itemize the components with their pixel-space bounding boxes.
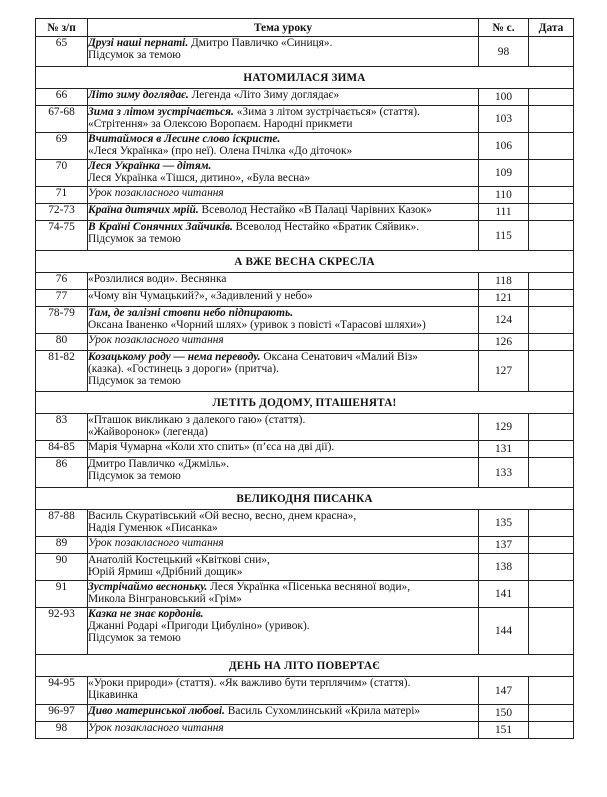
topic-line bbox=[88, 375, 478, 387]
topic-text: Підсумок за темою bbox=[88, 49, 181, 61]
topic-theme-title: Диво материнської любові. bbox=[88, 705, 225, 717]
lesson-row bbox=[36, 133, 574, 160]
lesson-row bbox=[36, 677, 574, 705]
lesson-topic bbox=[88, 187, 479, 204]
lesson-topic bbox=[88, 537, 479, 554]
date-cell bbox=[529, 290, 574, 307]
topic-text: «Жайворонок» (легенда) bbox=[88, 426, 208, 438]
lesson-row bbox=[36, 705, 574, 722]
section-heading-row bbox=[36, 251, 574, 273]
page-number: 121 bbox=[479, 290, 529, 307]
topic-text: (казка). «Гостинець з дороги» (притча). bbox=[88, 363, 279, 375]
topic-text: Підсумок за темою bbox=[88, 632, 181, 644]
lesson-row bbox=[36, 458, 574, 488]
lesson-number: 80 bbox=[36, 334, 88, 351]
topic-text: Надія Гуменюк «Писанка» bbox=[88, 522, 218, 534]
lesson-number: 94-95 bbox=[36, 677, 88, 705]
lesson-row bbox=[36, 307, 574, 334]
topic-line bbox=[88, 172, 478, 184]
topic-line bbox=[88, 632, 478, 644]
page-number: 103 bbox=[479, 106, 529, 133]
page-number: 106 bbox=[479, 133, 529, 160]
date-cell bbox=[529, 334, 574, 351]
lesson-row bbox=[36, 273, 574, 290]
topic-line bbox=[88, 608, 478, 620]
topic-theme-title: Друзі наші пернаті. bbox=[88, 37, 189, 49]
lesson-row bbox=[36, 89, 574, 106]
lesson-row bbox=[36, 290, 574, 307]
lesson-topic bbox=[88, 351, 479, 392]
page-number: 111 bbox=[479, 204, 529, 221]
topic-line bbox=[88, 620, 478, 632]
topic-text: «Уроки природи» (стаття). «Як важливо бути терплячим» (стаття). bbox=[88, 677, 411, 689]
lesson-topic bbox=[88, 133, 479, 160]
date-cell bbox=[529, 581, 574, 608]
lesson-row bbox=[36, 722, 574, 739]
page-number: 131 bbox=[479, 441, 529, 458]
topic-line bbox=[88, 510, 478, 522]
topic-line bbox=[88, 160, 478, 172]
date-cell bbox=[529, 677, 574, 705]
topic-text: Підсумок за темою bbox=[88, 375, 181, 387]
date-cell bbox=[529, 722, 574, 739]
lesson-row bbox=[36, 510, 574, 537]
topic-text: Анатолій Костецький «Квіткові сни», bbox=[88, 554, 270, 566]
topic-text: Василь Скуратівський «Ой весно, весно, днем красна», bbox=[88, 510, 357, 522]
section-heading-row bbox=[36, 488, 574, 510]
topic-text: Юрій Ярмиш «Дрібний дощик» bbox=[88, 566, 243, 578]
lesson-topic bbox=[88, 608, 479, 655]
lesson-row bbox=[36, 441, 574, 458]
topic-line bbox=[88, 89, 478, 101]
topic-line bbox=[88, 273, 478, 285]
topic-line bbox=[88, 470, 478, 482]
section-title: ВЕЛИКОДНЯ ПИСАНКА bbox=[36, 488, 574, 510]
lesson-number: 92-93 bbox=[36, 608, 88, 655]
topic-line bbox=[88, 677, 478, 689]
lesson-number: 66 bbox=[36, 89, 88, 106]
lesson-row bbox=[36, 334, 574, 351]
date-cell bbox=[529, 414, 574, 441]
date-cell bbox=[529, 351, 574, 392]
topic-extracurricular-note: Урок позакласного читання bbox=[88, 187, 224, 199]
lesson-number: 81-82 bbox=[36, 351, 88, 392]
lesson-topic bbox=[88, 414, 479, 441]
topic-line bbox=[88, 221, 478, 233]
table-header-row bbox=[36, 19, 574, 37]
page-number: 133 bbox=[479, 458, 529, 488]
lesson-topic bbox=[88, 160, 479, 187]
page-number: 126 bbox=[479, 334, 529, 351]
date-cell bbox=[529, 187, 574, 204]
topic-theme-title: Козацькому роду — нема переводу. bbox=[88, 351, 261, 363]
topic-theme-title: Казка не знає кордонів. bbox=[88, 608, 204, 620]
lesson-number: 77 bbox=[36, 290, 88, 307]
topic-line bbox=[88, 133, 478, 145]
lesson-number: 78-79 bbox=[36, 307, 88, 334]
date-cell bbox=[529, 89, 574, 106]
lesson-topic bbox=[88, 705, 479, 722]
topic-text: «Чому він Чумацький?», «Задивлений у небо» bbox=[88, 290, 313, 302]
date-cell bbox=[529, 307, 574, 334]
topic-text: Цікавинка bbox=[88, 689, 138, 701]
page-number: 144 bbox=[479, 608, 529, 655]
lesson-topic bbox=[88, 722, 479, 739]
date-cell bbox=[529, 221, 574, 251]
date-cell bbox=[529, 458, 574, 488]
topic-extracurricular-note: Урок позакласного читання bbox=[88, 722, 224, 734]
lesson-number: 89 bbox=[36, 537, 88, 554]
lesson-row bbox=[36, 581, 574, 608]
topic-line bbox=[88, 722, 478, 734]
section-title: ЛЕТІТЬ ДОДОМУ, ПТАШЕНЯТА! bbox=[36, 392, 574, 414]
page-number: 129 bbox=[479, 414, 529, 441]
topic-text: Всеволод Нестайко «Братик Сяйвик». bbox=[232, 221, 420, 233]
lesson-number: 67-68 bbox=[36, 106, 88, 133]
topic-text: Дмитро Павличко «Джміль». bbox=[88, 458, 230, 470]
topic-text: Василь Сухомлинський «Крила матері» bbox=[224, 705, 421, 717]
lesson-topic bbox=[88, 307, 479, 334]
lesson-plan-table bbox=[35, 18, 574, 739]
page-number: 138 bbox=[479, 554, 529, 581]
lesson-topic bbox=[88, 290, 479, 307]
topic-text: «Розлилися води». Веснянка bbox=[88, 273, 227, 285]
page-number: 98 bbox=[479, 37, 529, 67]
lesson-row bbox=[36, 106, 574, 133]
topic-text: Всеволод Нестайко «В Палаці Чарівних Казок» bbox=[198, 204, 432, 216]
topic-theme-title: Зустрічаймо весноньку. bbox=[88, 581, 208, 593]
lesson-number: 87-88 bbox=[36, 510, 88, 537]
topic-line bbox=[88, 233, 478, 245]
topic-line bbox=[88, 522, 478, 534]
page-number: 115 bbox=[479, 221, 529, 251]
topic-line bbox=[88, 566, 478, 578]
lesson-number: 76 bbox=[36, 273, 88, 290]
lesson-topic bbox=[88, 441, 479, 458]
date-cell bbox=[529, 273, 574, 290]
topic-line bbox=[88, 581, 478, 593]
lesson-number: 96-97 bbox=[36, 705, 88, 722]
topic-text: «Леся Українка» (про неї). Олена Пчілка «До діточок» bbox=[88, 145, 353, 157]
page-number: 135 bbox=[479, 510, 529, 537]
topic-text: Підсумок за темою bbox=[88, 470, 181, 482]
topic-line bbox=[88, 334, 478, 346]
lesson-topic bbox=[88, 221, 479, 251]
page-number: 150 bbox=[479, 705, 529, 722]
topic-line bbox=[88, 458, 478, 470]
lesson-topic bbox=[88, 204, 479, 221]
header-lesson-topic: Тема уроку bbox=[88, 19, 479, 37]
lesson-topic bbox=[88, 273, 479, 290]
lesson-topic bbox=[88, 554, 479, 581]
topic-text: «Пташок викликаю з далекого гаю» (стаття). bbox=[88, 414, 306, 426]
page-number: 109 bbox=[479, 160, 529, 187]
lesson-topic bbox=[88, 106, 479, 133]
lesson-row bbox=[36, 160, 574, 187]
date-cell bbox=[529, 554, 574, 581]
topic-line bbox=[88, 118, 478, 130]
topic-line bbox=[88, 441, 478, 453]
lesson-row bbox=[36, 204, 574, 221]
lesson-number: 71 bbox=[36, 187, 88, 204]
date-cell bbox=[529, 537, 574, 554]
page-number: 127 bbox=[479, 351, 529, 392]
topic-text: Марія Чумарна «Коли хто спить» (п’єса на дві дії). bbox=[88, 441, 335, 453]
topic-line bbox=[88, 351, 478, 363]
date-cell bbox=[529, 37, 574, 67]
lesson-number: 70 bbox=[36, 160, 88, 187]
date-cell bbox=[529, 608, 574, 655]
table-body bbox=[36, 37, 574, 739]
page-number: 151 bbox=[479, 722, 529, 739]
page-number: 100 bbox=[479, 89, 529, 106]
lesson-number: 72-73 bbox=[36, 204, 88, 221]
topic-text: Джанні Родарі «Пригоди Цибуліно» (уривок). bbox=[88, 620, 310, 632]
lesson-number: 74-75 bbox=[36, 221, 88, 251]
lesson-row bbox=[36, 351, 574, 392]
lesson-number: 69 bbox=[36, 133, 88, 160]
lesson-topic bbox=[88, 89, 479, 106]
page-number: 141 bbox=[479, 581, 529, 608]
lesson-topic bbox=[88, 510, 479, 537]
lesson-number: 91 bbox=[36, 581, 88, 608]
lesson-number: 83 bbox=[36, 414, 88, 441]
section-heading-row bbox=[36, 655, 574, 677]
topic-line bbox=[88, 37, 478, 49]
topic-line bbox=[88, 426, 478, 438]
section-heading-row bbox=[36, 67, 574, 89]
date-cell bbox=[529, 510, 574, 537]
lesson-row bbox=[36, 608, 574, 655]
lesson-row bbox=[36, 37, 574, 67]
lesson-topic bbox=[88, 458, 479, 488]
page-number: 137 bbox=[479, 537, 529, 554]
topic-line bbox=[88, 49, 478, 61]
topic-theme-title: Там, де залізні стовпи небо підпирають. bbox=[88, 307, 294, 319]
section-title: А ВЖЕ ВЕСНА СКРЕСЛА bbox=[36, 251, 574, 273]
header-lesson-number: № з/п bbox=[36, 19, 88, 37]
topic-line bbox=[88, 705, 478, 717]
topic-line bbox=[88, 106, 478, 118]
section-heading-row bbox=[36, 392, 574, 414]
lesson-row bbox=[36, 537, 574, 554]
date-cell bbox=[529, 133, 574, 160]
topic-line bbox=[88, 593, 478, 605]
topic-text: Оксана Сенатович «Малий Віз» bbox=[260, 351, 418, 363]
header-date: Дата bbox=[529, 19, 574, 37]
page-number: 110 bbox=[479, 187, 529, 204]
lesson-topic bbox=[88, 334, 479, 351]
topic-theme-title: В Країні Сонячних Зайчиків. bbox=[88, 221, 233, 233]
lesson-row bbox=[36, 414, 574, 441]
lesson-row bbox=[36, 221, 574, 251]
topic-line bbox=[88, 537, 478, 549]
topic-text: Підсумок за темою bbox=[88, 233, 181, 245]
topic-line bbox=[88, 290, 478, 302]
topic-text: Микола Вінграновський «Грім» bbox=[88, 593, 242, 605]
lesson-topic bbox=[88, 581, 479, 608]
date-cell bbox=[529, 106, 574, 133]
topic-line bbox=[88, 319, 478, 331]
header-page-number: № с. bbox=[479, 19, 529, 37]
date-cell bbox=[529, 441, 574, 458]
topic-theme-title: Вчитаймося в Лесине слово іскристе. bbox=[88, 133, 281, 145]
topic-theme-title: Літо зиму доглядає. bbox=[88, 89, 189, 101]
topic-theme-title: Леся Українка — дітям. bbox=[88, 160, 212, 172]
date-cell bbox=[529, 705, 574, 722]
topic-line bbox=[88, 204, 478, 216]
topic-text: Леся Українка «Пісенька весняної води», bbox=[207, 581, 411, 593]
date-cell bbox=[529, 160, 574, 187]
topic-theme-title: Зима з літом зустрічається. bbox=[88, 106, 234, 118]
lesson-topic bbox=[88, 677, 479, 705]
lesson-number: 98 bbox=[36, 722, 88, 739]
topic-text: «Стрітення» за Олексою Воропаєм. Народні прикмети bbox=[88, 118, 353, 130]
topic-line bbox=[88, 307, 478, 319]
page-number: 147 bbox=[479, 677, 529, 705]
topic-line bbox=[88, 689, 478, 701]
topic-line bbox=[88, 145, 478, 157]
page-number: 124 bbox=[479, 307, 529, 334]
topic-line bbox=[88, 414, 478, 426]
section-title: ДЕНЬ НА ЛІТО ПОВЕРТАЄ bbox=[36, 655, 574, 677]
date-cell bbox=[529, 204, 574, 221]
lesson-row bbox=[36, 554, 574, 581]
topic-text: Легенда «Літо Зиму доглядає» bbox=[188, 89, 340, 101]
lesson-number: 65 bbox=[36, 37, 88, 67]
topic-text: Оксана Іваненко «Чорний шлях» (уривок з повісті «Тарасові шляхи») bbox=[88, 319, 426, 331]
topic-line bbox=[88, 187, 478, 199]
page-number: 118 bbox=[479, 273, 529, 290]
topic-theme-title: Країна дитячих мрій. bbox=[88, 204, 199, 216]
topic-text: Дмитро Павличко «Синиця». bbox=[188, 37, 333, 49]
lesson-number: 84-85 bbox=[36, 441, 88, 458]
topic-line bbox=[88, 363, 478, 375]
lesson-number: 86 bbox=[36, 458, 88, 488]
topic-text: Леся Українка «Тішся, дитино», «Була весна» bbox=[88, 172, 311, 184]
topic-text: «Зима з літом зустрічається» (стаття). bbox=[233, 106, 420, 118]
topic-extracurricular-note: Урок позакласного читання bbox=[88, 537, 224, 549]
topic-extracurricular-note: Урок позакласного читання bbox=[88, 334, 224, 346]
lesson-number: 90 bbox=[36, 554, 88, 581]
lesson-row bbox=[36, 187, 574, 204]
lesson-topic bbox=[88, 37, 479, 67]
topic-line bbox=[88, 554, 478, 566]
section-title: НАТОМИЛАСЯ ЗИМА bbox=[36, 67, 574, 89]
